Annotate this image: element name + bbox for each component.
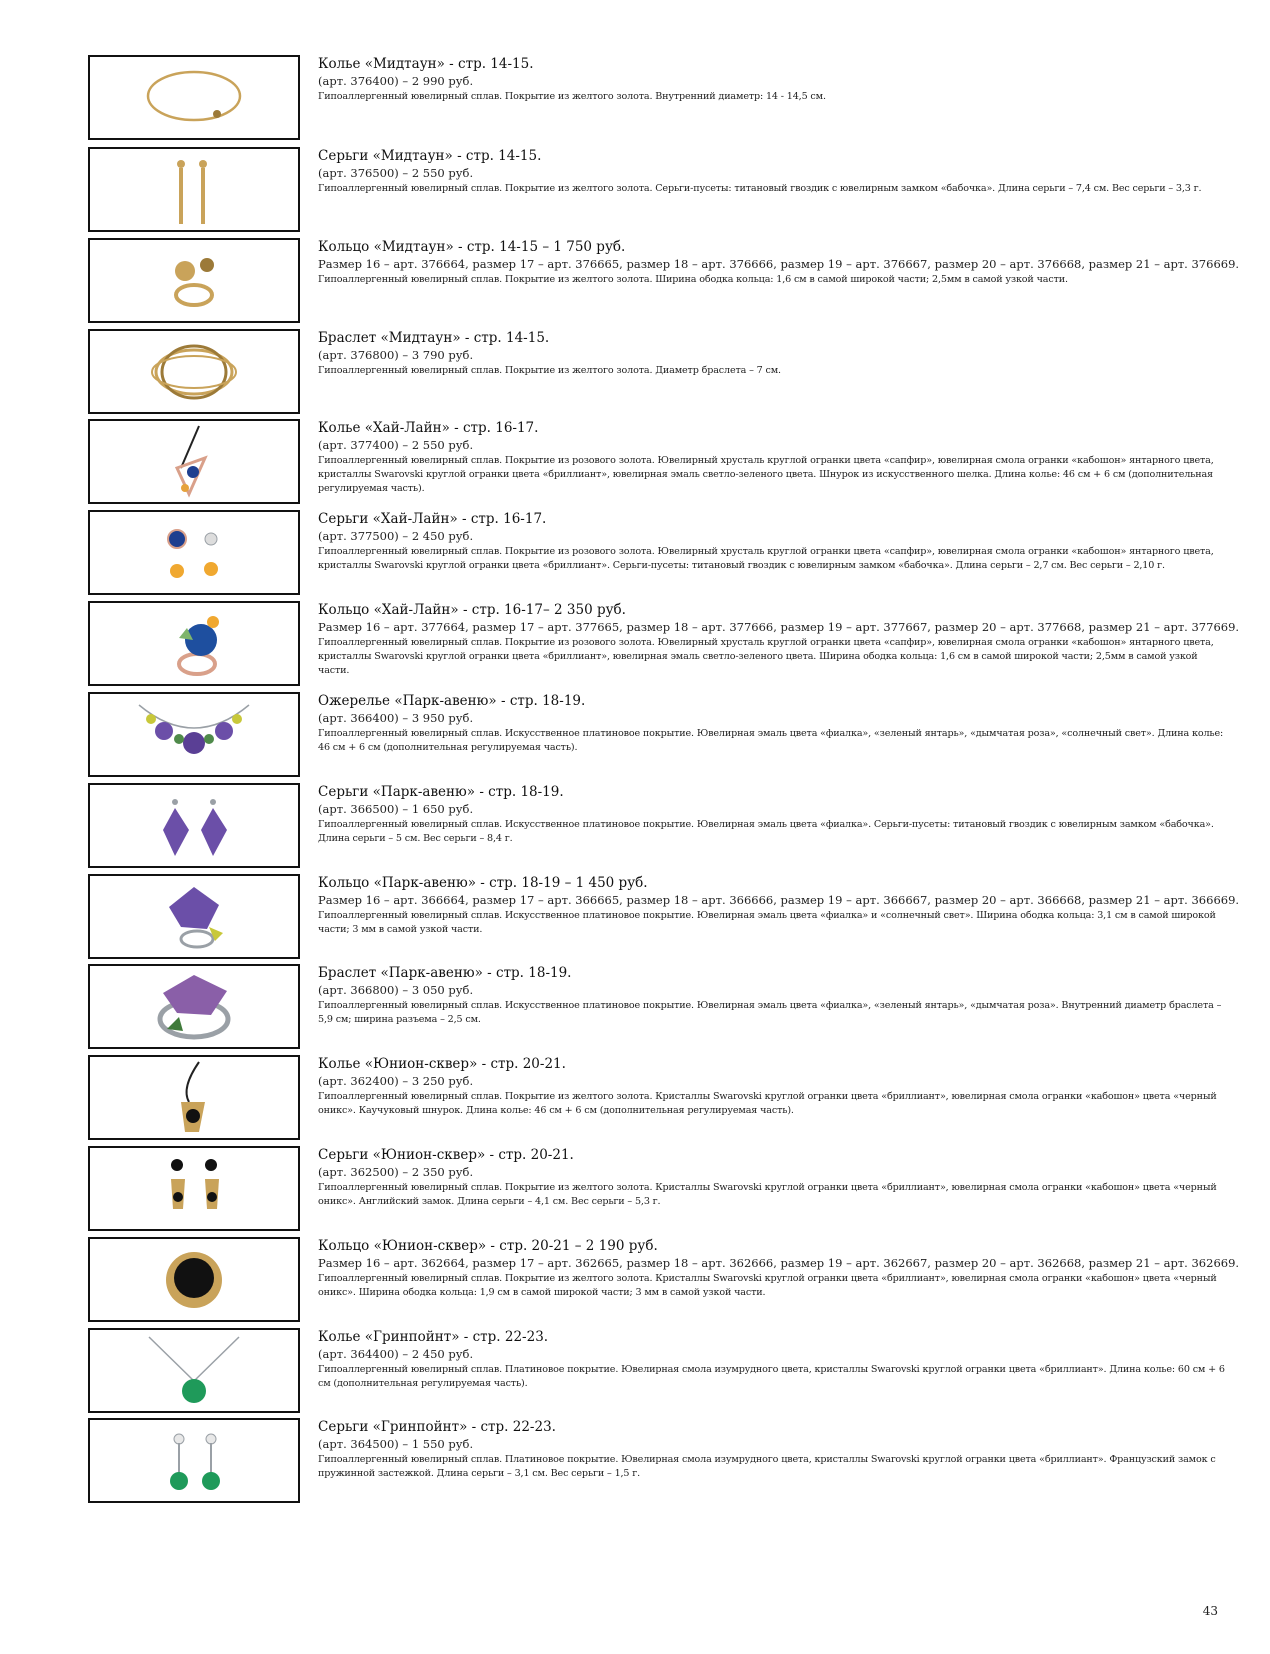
leaf-bracelet-icon	[88, 964, 300, 1049]
catalog-item	[88, 1146, 1228, 1242]
item-title: Браслет «Парк-авеню» - стр. 18-19.	[318, 965, 572, 981]
item-text	[318, 55, 1228, 104]
item-price: Размер 16 – арт. 377664, размер 17 – арт. 377665, размер 18 – арт. 377666, размер 19 – арт. 377667, размер 20 – арт. 377668, размер 21 – арт. 377669.	[318, 620, 1240, 634]
item-price: (арт. 366500) – 1 650 руб.	[318, 802, 474, 816]
item-price: (арт. 362400) – 3 250 руб.	[318, 1074, 474, 1088]
catalog-item	[88, 783, 1228, 879]
item-title: Кольцо «Юнион-сквер» - стр. 20-21 – 2 190 руб.	[318, 1238, 658, 1254]
item-text	[318, 329, 1228, 378]
item-text	[318, 147, 1228, 196]
item-title: Кольцо «Хай-Лайн» - стр. 16-17– 2 350 руб.	[318, 602, 626, 618]
catalog-item	[88, 601, 1240, 697]
catalog-item	[88, 147, 1228, 243]
item-price: (арт. 376400) – 2 990 руб.	[318, 74, 474, 88]
item-title: Серьги «Юнион-сквер» - стр. 20-21.	[318, 1147, 574, 1163]
item-text	[318, 964, 1228, 1027]
catalog-item	[88, 692, 1228, 788]
item-price: (арт. 364500) – 1 550 руб.	[318, 1437, 474, 1451]
item-description: Гипоаллергенный ювелирный сплав. Покрытие из желтого золота. Кристаллы Swarovski круглой огранки цвета «бриллиант», ювелирная смола огранки «кабошон» цвета «черный оникс». Английский замок. Длина серьги – 4,1 см. Вес серьги – 5,3 г.	[318, 1182, 1217, 1208]
gold-earrings-icon	[88, 147, 300, 232]
item-text	[318, 1418, 1228, 1481]
leaf-earrings-icon	[88, 783, 300, 868]
item-title: Колье «Хай-Лайн» - стр. 16-17.	[318, 420, 539, 436]
item-price: Размер 16 – арт. 376664, размер 17 – арт. 376665, размер 18 – арт. 376666, размер 19 – арт. 376667, размер 20 – арт. 376668, размер 21 – арт. 376669.	[318, 257, 1240, 271]
sapphire-ring-icon	[88, 601, 300, 686]
item-price: (арт. 364400) – 2 450 руб.	[318, 1347, 474, 1361]
item-text	[318, 601, 1240, 679]
item-description: Гипоаллергенный ювелирный сплав. Покрытие из розового золота. Ювелирный хрусталь круглой огранки цвета «сапфир», ювелирная смола огранки «кабошон» янтарного цвета, кристаллы Swarovski круглой огранки цвета «бриллиант», ювелирная эмаль светло-зеленого цвета. Шнурок из искусственного шелка. Длина колье: 46 см + 6 см (дополнительная регулируемая часть).	[318, 455, 1214, 495]
item-text	[318, 510, 1228, 573]
item-price: (арт. 366800) – 3 050 руб.	[318, 983, 474, 997]
item-text	[318, 1146, 1228, 1209]
item-description: Гипоаллергенный ювелирный сплав. Искусственное платиновое покрытие. Ювелирная эмаль цвета «фиалка». Серьги-пусеты: титановый гвоздик с ювелирным замком «бабочка». Длина серьги – 5 см. Вес серьги – 8,4 г.	[318, 819, 1214, 845]
item-description: Гипоаллергенный ювелирный сплав. Искусственное платиновое покрытие. Ювелирная эмаль цвета «фиалка» и «солнечный свет». Ширина ободка кольца: 3,1 см в самой широкой части; 3 мм в самой узкой части.	[318, 910, 1216, 936]
item-title: Кольцо «Мидтаун» - стр. 14-15 – 1 750 руб.	[318, 239, 626, 255]
item-price: Размер 16 – арт. 366664, размер 17 – арт. 366665, размер 18 – арт. 366666, размер 19 – арт. 366667, размер 20 – арт. 366668, размер 21 – арт. 366669.	[318, 893, 1240, 907]
item-description: Гипоаллергенный ювелирный сплав. Покрытие из желтого золота. Ширина ободка кольца: 1,6 см в самой широкой части; 2,5мм в самой узкой части.	[318, 274, 1068, 285]
page-number: 43	[1202, 1604, 1218, 1618]
emerald-necklace-icon	[88, 1328, 300, 1413]
catalog-item	[88, 1055, 1228, 1151]
gold-bracelet-icon	[88, 329, 300, 414]
catalog-item	[88, 419, 1228, 515]
gold-ring-icon	[88, 238, 300, 323]
item-title: Браслет «Мидтаун» - стр. 14-15.	[318, 330, 550, 346]
item-description: Гипоаллергенный ювелирный сплав. Покрытие из желтого золота. Кристаллы Swarovski круглой огранки цвета «бриллиант», ювелирная смола огранки «кабошон» цвета «черный оникс». Каучуковый шнурок. Длина колье: 46 см + 6 см (дополнительная регулируемая часть).	[318, 1091, 1217, 1117]
item-price: (арт. 377400) – 2 550 руб.	[318, 438, 474, 452]
item-title: Серьги «Хай-Лайн» - стр. 16-17.	[318, 511, 547, 527]
onyx-earrings-icon	[88, 1146, 300, 1231]
item-description: Гипоаллергенный ювелирный сплав. Искусственное платиновое покрытие. Ювелирная эмаль цвета «фиалка», «зеленый янтарь», «дымчатая роза». Внутренний диаметр браслета – 5,9 см; ширина разъема – 2,5 см.	[318, 1000, 1222, 1026]
item-text	[318, 1237, 1240, 1300]
item-price: Размер 16 – арт. 362664, размер 17 – арт. 362665, размер 18 – арт. 362666, размер 19 – арт. 362667, размер 20 – арт. 362668, размер 21 – арт. 362669.	[318, 1256, 1240, 1270]
item-description: Гипоаллергенный ювелирный сплав. Платиновое покрытие. Ювелирная смола изумрудного цвета, кристаллы Swarovski круглой огранки цвета «бриллиант». Французский замок с пружинной застежкой. Длина серьги – 3,1 см. Вес серьги – 1,5 г.	[318, 1454, 1216, 1480]
item-title: Серьги «Парк-авеню» - стр. 18-19.	[318, 784, 564, 800]
catalog-item	[88, 510, 1228, 606]
item-description: Гипоаллергенный ювелирный сплав. Покрытие из розового золота. Ювелирный хрусталь круглой огранки цвета «сапфир», ювелирная смола огранки «кабошон» янтарного цвета, кристаллы Swarovski круглой огранки цвета «бриллиант», ювелирная эмаль светло-зеленого цвета. Ширина ободка кольца: 1,6 см в самой широкой части; 2,5мм в самой узкой части.	[318, 637, 1214, 677]
onyx-ring-icon	[88, 1237, 300, 1322]
item-title: Колье «Юнион-сквер» - стр. 20-21.	[318, 1056, 566, 1072]
catalog-item	[88, 1237, 1240, 1333]
gold-necklace-icon	[88, 55, 300, 140]
item-text	[318, 874, 1240, 937]
item-text	[318, 419, 1228, 497]
catalog-item	[88, 1328, 1228, 1424]
item-price: (арт. 376800) – 3 790 руб.	[318, 348, 474, 362]
item-price: (арт. 376500) – 2 550 руб.	[318, 166, 474, 180]
catalog-item	[88, 1418, 1228, 1514]
item-title: Колье «Мидтаун» - стр. 14-15.	[318, 56, 534, 72]
item-text	[318, 1328, 1228, 1391]
leaf-ring-icon	[88, 874, 300, 959]
item-description: Гипоаллергенный ювелирный сплав. Покрытие из желтого золота. Серьги-пусеты: титановый гвоздик с ювелирным замком «бабочка». Длина серьги – 7,4 см. Вес серьги – 3,3 г.	[318, 183, 1202, 194]
item-description: Гипоаллергенный ювелирный сплав. Покрытие из розового золота. Ювелирный хрусталь круглой огранки цвета «сапфир», ювелирная смола огранки «кабошон» янтарного цвета, кристаллы Swarovski круглой огранки цвета «бриллиант». Серьги-пусеты: титановый гвоздик с ювелирным замком «бабочка». Длина серьги – 2,7 см. Вес серьги – 2,10 г.	[318, 546, 1214, 572]
catalog-item	[88, 238, 1240, 334]
item-description: Гипоаллергенный ювелирный сплав. Искусственное платиновое покрытие. Ювелирная эмаль цвета «фиалка», «зеленый янтарь», «дымчатая роза», «солнечный свет». Длина колье: 46 см + 6 см (дополнительная регулируемая часть).	[318, 728, 1224, 754]
item-description: Гипоаллергенный ювелирный сплав. Покрытие из желтого золота. Диаметр браслета – 7 см.	[318, 365, 781, 376]
catalog-item	[88, 329, 1228, 425]
item-text	[318, 692, 1228, 755]
pendant-necklace-icon	[88, 419, 300, 504]
sapphire-earrings-icon	[88, 510, 300, 595]
item-title: Колье «Гринпойнт» - стр. 22-23.	[318, 1329, 549, 1345]
item-price: (арт. 377500) – 2 450 руб.	[318, 529, 474, 543]
item-title: Серьги «Мидтаун» - стр. 14-15.	[318, 148, 542, 164]
onyx-pendant-icon	[88, 1055, 300, 1140]
item-description: Гипоаллергенный ювелирный сплав. Покрытие из желтого золота. Внутренний диаметр: 14 - 14,5 см.	[318, 91, 826, 102]
item-price: (арт. 366400) – 3 950 руб.	[318, 711, 474, 725]
catalog-item	[88, 874, 1240, 970]
item-description: Гипоаллергенный ювелирный сплав. Покрытие из желтого золота. Кристаллы Swarovski круглой огранки цвета «бриллиант», ювелирная смола огранки «кабошон» цвета «черный оникс». Ширина ободка кольца: 1,9 см в самой широкой части; 3 мм в самой узкой части.	[318, 1273, 1217, 1299]
emerald-earrings-icon	[88, 1418, 300, 1503]
item-title: Серьги «Гринпойнт» - стр. 22-23.	[318, 1419, 556, 1435]
catalog-item	[88, 55, 1228, 151]
item-text	[318, 783, 1228, 846]
item-text	[318, 1055, 1228, 1118]
item-title: Кольцо «Парк-авеню» - стр. 18-19 – 1 450 руб.	[318, 875, 648, 891]
item-title: Ожерелье «Парк-авеню» - стр. 18-19.	[318, 693, 586, 709]
leaf-necklace-icon	[88, 692, 300, 777]
item-text	[318, 238, 1240, 287]
item-description: Гипоаллергенный ювелирный сплав. Платиновое покрытие. Ювелирная смола изумрудного цвета, кристаллы Swarovski круглой огранки цвета «бриллиант». Длина колье: 60 см + 6 см (дополнительная регулируемая часть).	[318, 1364, 1225, 1390]
item-price: (арт. 362500) – 2 350 руб.	[318, 1165, 474, 1179]
catalog-item	[88, 964, 1228, 1060]
